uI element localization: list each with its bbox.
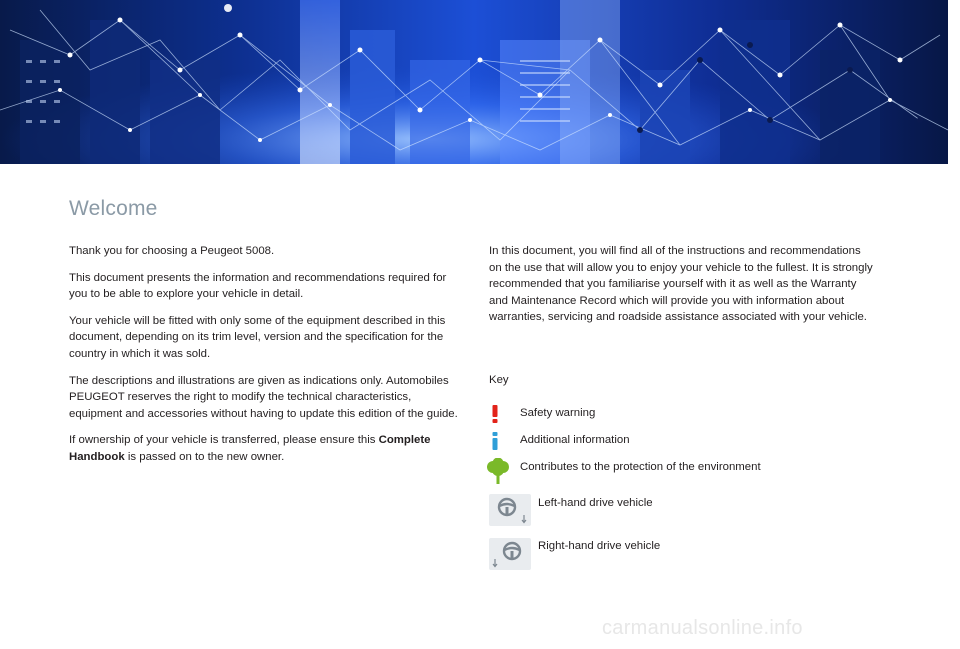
exclamation-icon [489, 405, 501, 428]
info-icon [489, 432, 501, 455]
paragraph-intro: In this document, you will find all of the instructions and recommendations on the use that will allow you to enjoy your vehicle to the fullest. It is strongly recommended that you familiarise yourself with it as well as the Warranty and Maintenance Record which will provide you with information about warranties, servicing and roadside assistance associated with your vehicle. [489, 245, 873, 324]
paragraph-ownership [69, 432, 464, 465]
paragraph-thanks: Thank you for choosing a Peugeot 5008. [69, 245, 275, 257]
right-column [489, 243, 874, 326]
key-left-hand-drive: Left-hand drive vehicle [538, 497, 653, 509]
complete-handbook-bold: Complete Handbook [69, 434, 431, 463]
paragraph-purpose: This document presents the information and recommendations required for you to be able to explore your vehicle in detail. [69, 271, 447, 301]
left-column [69, 243, 464, 476]
key-heading: Key [489, 374, 509, 386]
paragraph-disclaimer: The descriptions and illustrations are given as indications only. Automobiles PEUGEOT reserves the right to modify the technical characteristics, equipment and accessories without having to update this edition of the guide. [69, 374, 458, 420]
header-banner-image [0, 0, 948, 164]
key-additional-information: Additional information [520, 434, 630, 446]
city-network-illustration [0, 0, 948, 164]
ownership-text-end: is passed on to the new owner. [124, 450, 285, 463]
ownership-text-start: If ownership of your vehicle is transferred, please ensure this [69, 434, 379, 447]
key-environment: Contributes to the protection of the environment [520, 461, 761, 473]
watermark-text: carmanualsonline.info [602, 617, 803, 639]
right-hand-drive-icon [489, 538, 531, 575]
page-title: Welcome [69, 197, 158, 220]
tree-icon [487, 458, 509, 489]
paragraph-equipment: Your vehicle will be fitted with only some of the equipment described in this document, depending on its trim level, version and the specification for the country in which it was sold. [69, 314, 446, 360]
left-hand-drive-icon [489, 494, 531, 531]
key-safety-warning: Safety warning [520, 407, 596, 419]
key-right-hand-drive: Right-hand drive vehicle [538, 540, 661, 552]
